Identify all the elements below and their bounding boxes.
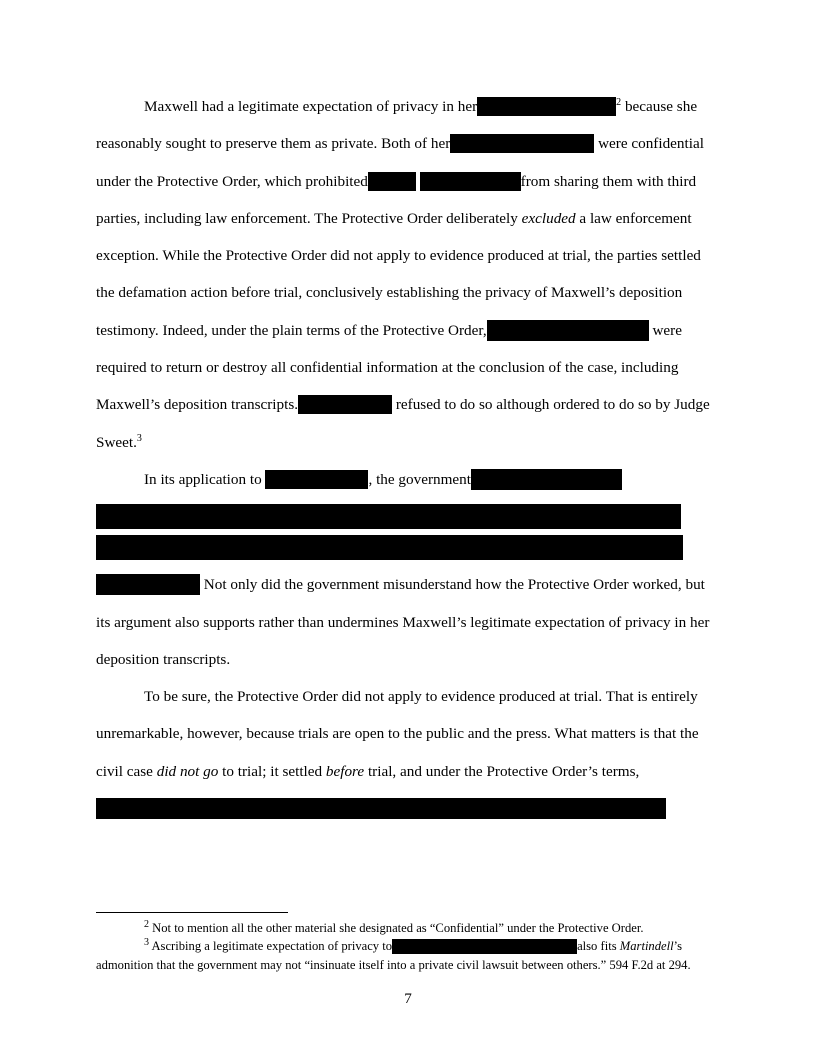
text-run: from sharing them with third parties, including law enforcement. The Protective Order deliberately excluded a law enforcement exception. While the Protective Order did not apply to evidence produced at trial, the parties settled the defamation action before trial, conclusively establishing the privacy of Maxwell’s deposition testimony. Indeed, under the plain terms of the Protective Order, <box>96 172 701 339</box>
text-run: Not to mention all the other material she designated as “Confidential” under the Protective Order. <box>149 920 644 935</box>
page-number: 7 <box>404 990 412 1007</box>
redaction-bar <box>298 395 392 414</box>
footnote-marker-2: 2 <box>616 96 622 108</box>
redaction-bar <box>96 798 666 819</box>
redaction-block-group <box>96 504 720 560</box>
redaction-bar <box>392 939 577 954</box>
footnote-number-3: 3 <box>144 937 149 948</box>
footnote-3 <box>96 937 720 974</box>
text-run: To be sure, the Protective Order did not apply to evidence produced at trial. That is entirely unremarkable, however, because trials are open to the public and the press. What matters is that the civil case did not go to trial; it settled before trial, and under the Protective Order’s terms, <box>96 688 699 780</box>
redaction-bar-fullwidth <box>96 535 683 560</box>
redaction-bar <box>265 470 368 489</box>
redaction-bar <box>420 172 521 191</box>
text-run: Not only did the government misunderstand how the Protective Order worked, but its argument also supports rather than undermines Maxwell’s legitimate expectation of privacy in her deposition transcripts. <box>96 576 710 668</box>
emphasis-did-not-go: did not go <box>156 762 219 780</box>
text-run: refused to do so although ordered to do so by Judge Sweet. <box>96 396 710 451</box>
redaction-bar <box>96 574 200 595</box>
redaction-bar <box>487 320 649 341</box>
redaction-bar <box>450 134 594 153</box>
document-body <box>96 88 720 827</box>
text-run: , the government <box>368 470 471 488</box>
footnote-separator <box>96 912 288 913</box>
text-run: In its application to <box>144 470 266 488</box>
footnote-2 <box>96 919 720 937</box>
emphasis-before: before <box>325 762 365 780</box>
paragraph-3 <box>96 678 720 827</box>
text-run: Ascribing a legitimate expectation of privacy to <box>149 939 393 954</box>
text-run: were required to return or destroy all confidential information at the conclusion of the case, including Maxwell’s deposition transcripts. <box>96 321 682 414</box>
redaction-bar <box>471 469 622 490</box>
footnote-area <box>96 912 720 974</box>
footnote-number-2: 2 <box>144 918 149 930</box>
redaction-bar-fullwidth <box>96 504 681 529</box>
redaction-bar <box>477 97 616 116</box>
paragraph-2-lead <box>96 461 720 498</box>
emphasis-excluded: excluded <box>521 209 576 227</box>
paragraph-1 <box>96 88 720 461</box>
redaction-bar <box>368 172 416 191</box>
text-run: Maxwell had a legitimate expectation of privacy in her <box>144 98 478 115</box>
paragraph-2-cont <box>96 566 720 678</box>
text-run: because she reasonably sought to preserve them as private. Both of her <box>96 98 698 153</box>
footnote-marker-3: 3 <box>136 432 142 444</box>
text-run: were confidential under the Protective Order, which prohibited <box>96 135 704 190</box>
emphasis-martindell: Martindell <box>619 939 674 954</box>
text-run: also fits Martindell’s admonition that the government may not “insinuate itself into a private civil lawsuit between others.” 594 F.2d at 294. <box>96 939 691 972</box>
